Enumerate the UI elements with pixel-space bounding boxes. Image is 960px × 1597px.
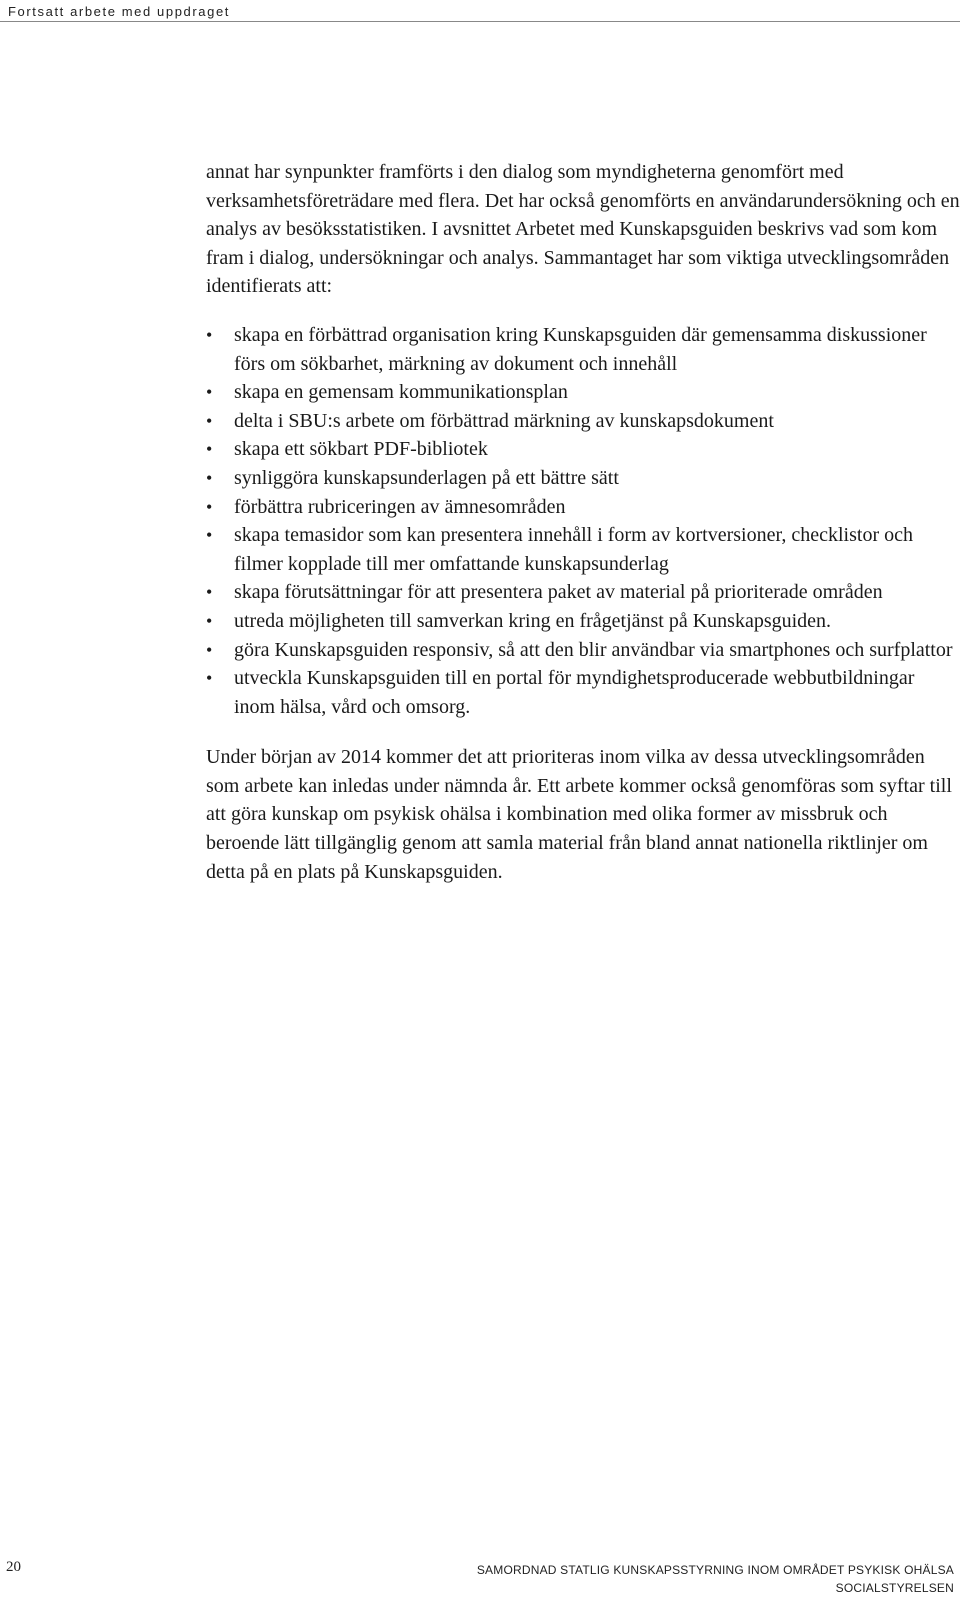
list-item-text: göra Kunskapsguiden responsiv, så att den blir användbar via smartphones och surfplattor [234,638,953,661]
bullet-icon: • [206,582,213,603]
intro-paragraph: annat har synpunkter framförts i den dialog som myndigheterna genomfört med verksamhetsföreträdare med flera. Det har också genomförts en användarundersökning och en analys av besöksstatistiken. I avsnittet Arbetet med Kunskapsguiden beskrivs vad som kom fram i dialog, undersökningar och analys. Sammantaget har som viktiga utvecklingsområden identifierats att: [206,161,960,298]
list-item-text: förbättra rubriceringen av ämnesområden [234,495,566,518]
bullet-icon: • [206,382,213,403]
list-item [206,578,960,607]
list-item-text: skapa en gemensam kommunikationsplan [234,381,568,404]
list-item [206,493,960,522]
list-item-text: utreda möjligheten till samverkan kring en frågetjänst på Kunskapsguiden. [234,609,832,632]
list-item-text: synliggöra kunskapsunderlagen på ett bättre sätt [234,466,619,489]
list-item-text: skapa ett sökbart PDF-bibliotek [234,438,488,461]
list-item-text: skapa en förbättrad organisation kring Kunskapsguiden där gemensamma diskussioner förs om sökbarhet, märkning av dokument och innehåll [234,323,927,375]
list-item [206,464,960,493]
footer-text [477,1561,954,1597]
bullet-icon: • [206,525,213,546]
bullet-icon: • [206,496,213,517]
header-rule [0,21,960,22]
list-item [206,636,960,665]
list-item [206,521,960,578]
bullet-icon: • [206,439,213,460]
list-item-text: delta i SBU:s arbete om förbättrad märkning av kunskapsdokument [234,409,774,432]
list-item-text: skapa temasidor som kan presentera innehåll i form av kortversioner, checklistor och filmer kopplade till mer omfattande kunskapsunderlag [234,524,913,575]
bullet-icon: • [206,610,213,631]
list-item [206,607,960,636]
running-header: Fortsatt arbete med uppdraget [8,4,231,19]
page-content [206,158,960,886]
bullet-icon: • [206,410,213,431]
development-areas-list [206,321,960,721]
list-item [206,321,960,378]
bullet-icon: • [206,467,213,488]
list-item-text: utveckla Kunskapsguiden till en portal för myndighetsproducerade webbutbildningar inom hälsa, vård och omsorg. [234,667,915,718]
bullet-icon: • [206,324,213,345]
bullet-icon: • [206,639,213,660]
page-number: 20 [6,1559,21,1575]
list-item [206,664,960,721]
bullet-icon: • [206,668,213,689]
list-item-text: skapa förutsättningar för att presentera paket av material på prioriterade områden [234,581,883,604]
report-title: SAMORDNAD STATLIG KUNSKAPSSTYRNING INOM OMRÅDET PSYKISK OHÄLSA [476,1563,954,1577]
closing-paragraph: Under början av 2014 kommer det att prioriteras inom vilka av dessa utvecklingsområden som arbete kan inledas under nämnda år. Ett arbete kommer också genomföras som syftar till att göra kunskap om psykisk ohälsa i kombination med olika former av missbruk och beroende lätt tillgänglig genom att samla material från bland annat nationella riktlinjer om detta på en plats på Kunskapsguiden. [206,746,952,883]
list-item [206,435,960,464]
list-item [206,407,960,436]
publisher-name: SOCIALSTYRELSEN [835,1581,954,1595]
list-item [206,378,960,407]
